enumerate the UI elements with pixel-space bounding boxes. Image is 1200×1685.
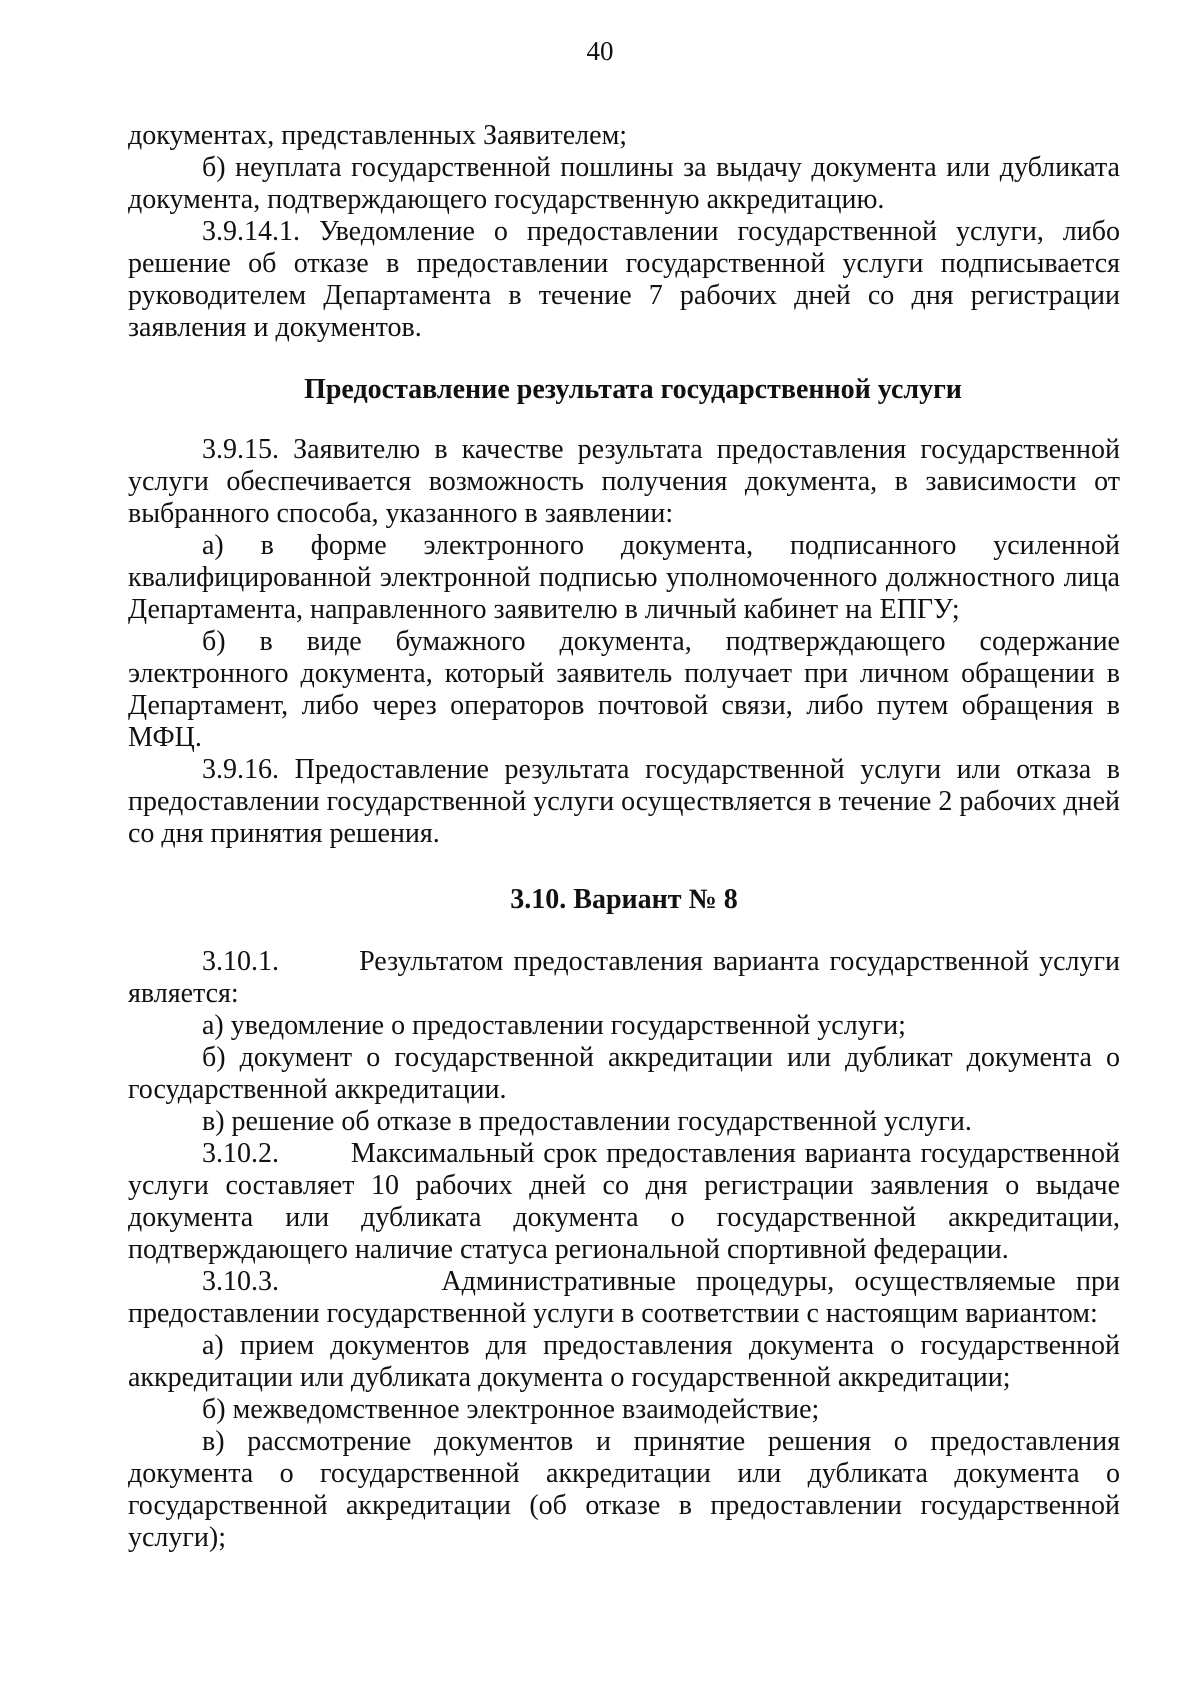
paragraph-3-9-15: 3.9.15. Заявителю в качестве результата предоставления государственной услуги обеспечивается возможность получения документа, в зависимости от выбранного способа, указанного в заявлении: [128,434,1120,529]
paragraph-item-b-document: б) документ о государственной аккредитации или дубликат документа о государственной аккредитации. [128,1042,1120,1105]
paragraph-item-b-interagency: б) межведомственное электронное взаимодействие; [202,1394,820,1425]
block-continuation [128,120,1120,344]
paragraph-item-a-notice: а) уведомление о предоставлении государственной услуги; [202,1010,906,1041]
paragraph-3-10-1: 3.10.1. Результатом предоставления варианта государственной услуги является: [128,946,1127,1009]
paragraph-item-a-intake: а) прием документов для предоставления документа о государственной аккредитации или дубликата документа о государственной аккредитации; [128,1330,1120,1393]
document-body [128,120,1127,1554]
page-number: 40 [586,36,614,66]
section-heading-result: Предоставление результата государственной услуги [304,374,962,405]
paragraph-continuation: документах, представленных Заявителем; [128,120,628,151]
paragraph-3-10-2: 3.10.2. Максимальный срок предоставления варианта государственной услуги составляет 10 рабочих дней со дня регистрации заявления о выдаче документа или дубликата документа о государственной аккредитации, подтверждающего наличие статуса региональной спортивной федерации. [128,1138,1127,1265]
section-heading-variant-8: 3.10. Вариант № 8 [510,884,738,915]
block-result [128,434,1120,850]
block-variant-8 [128,946,1127,1554]
paragraph-3-9-14-1: 3.9.14.1. Уведомление о предоставлении государственной услуги, либо решение об отказе в предоставлении государственной услуги подписывается руководителем Департамента в течение 7 рабочих дней со дня регистрации заявления и документов. [128,216,1120,343]
paragraph-item-v-refusal: в) решение об отказе в предоставлении государственной услуги. [202,1106,972,1137]
paragraph-3-10-3: 3.10.3. Административные процедуры, осуществляемые при предоставлении государственной услуги в соответствии с настоящим вариантом: [128,1266,1127,1329]
paragraph-item-v-review: в) рассмотрение документов и принятие решения о предоставления документа о государственной аккредитации или дубликата документа о государственной аккредитации (об отказе в предоставлении государственной услуги); [128,1426,1120,1553]
paragraph-item-b: б) неуплата государственной пошлины за выдачу документа или дубликата документа, подтверждающего государственную аккредитацию. [128,152,1120,215]
paragraph-3-9-16: 3.9.16. Предоставление результата государственной услуги или отказа в предоставлении государственной услуги осуществляется в течение 2 рабочих дней со дня принятия решения. [128,754,1120,849]
paragraph-item-b-paper: б) в виде бумажного документа, подтверждающего содержание электронного документа, который заявитель получает при личном обращении в Департамент, либо через операторов почтовой связи, либо путем обращения в МФЦ. [128,626,1120,753]
paragraph-item-a-electronic: а) в форме электронного документа, подписанного усиленной квалифицированной электронной подписью уполномоченного должностного лица Департамента, направленного заявителю в личный кабинет на ЕПГУ; [128,530,1120,625]
